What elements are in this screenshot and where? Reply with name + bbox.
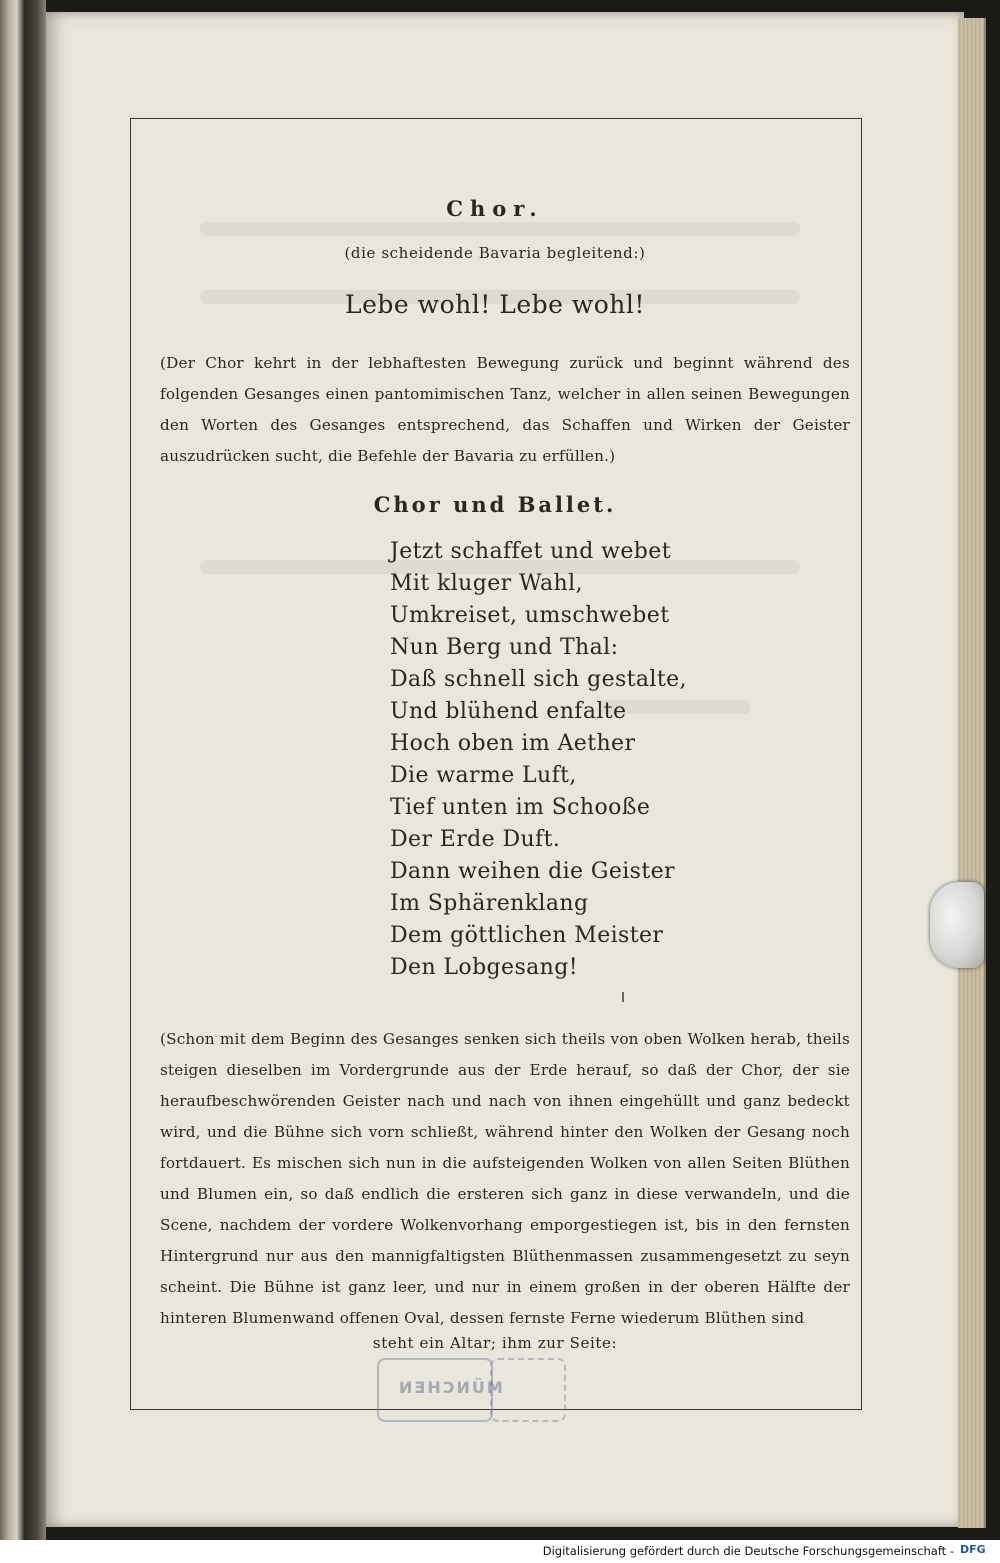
section-heading: Chor und Ballet. [373, 492, 617, 517]
verse-line: Daß schnell sich gestalte, [390, 667, 687, 692]
library-stamp-shadow [490, 1358, 566, 1422]
verse-line: Jetzt schaffet und webet [390, 539, 671, 564]
library-stamp [377, 1358, 503, 1422]
chorus-direction: (die scheidende Bavaria begleitend:) [344, 244, 646, 262]
verse [390, 536, 790, 984]
page-stack-edge [958, 18, 986, 1528]
verse-line: Die warme Luft, [390, 763, 577, 788]
verse-line: Mit kluger Wahl, [390, 571, 583, 596]
farewell-line: Lebe wohl! Lebe wohl! [345, 290, 645, 319]
verse-line: Und blühend enfalte [390, 699, 627, 724]
verse-line: Umkreiset, umschwebet [390, 603, 670, 628]
closing-line: steht ein Altar; ihm zur Seite: [372, 1334, 618, 1352]
verse-line: Nun Berg und Thal: [390, 635, 619, 660]
left-page-edge [0, 0, 24, 1540]
verse-line: Der Erde Duft. [390, 827, 561, 852]
page-tab-marker[interactable] [930, 882, 984, 968]
verse-line: Hoch oben im Aether [390, 731, 636, 756]
footer-credit: Digitalisierung gefördert durch die Deutsche Forschungsgemeinschaft - [542, 1544, 954, 1558]
verse-line: Den Lobgesang! [390, 955, 578, 980]
chorus-heading: Chor. [446, 196, 544, 221]
book-gutter [24, 0, 46, 1540]
first-stage-direction: (Der Chor kehrt in der lebhaftesten Bewegung zurück und beginnt während des folgenden Gesanges einen pantomimischen Tanz, welcher in allen seinen Bewegungen den Worten des Gesanges entsprechend, das Schaffen und Wirken der Geister auszudrücken sucht, die Befehle der Bavaria zu erfüllen.) [160, 354, 850, 465]
verse-line: Dann weihen die Geister [390, 859, 675, 884]
verse-line: Im Sphärenklang [390, 891, 589, 916]
second-stage-direction: (Schon mit dem Beginn des Gesanges senken sich theils von oben Wolken herab, theils steigen dieselben im Vordergrunde aus der Erde herauf, so daß der Chor, der sie heraufbeschwörenden Geister nach und nach von ihnen eingehüllt und ganz bedeckt wird, und die Bühne sich vorn schließt, während hinter den Wolken der Gesang noch fortdauert. Es mischen sich nun in die aufsteigenden Wolken von allen Seiten Blüthen und Blumen ein, so daß endlich die ersteren sich ganz in diese verwandeln, und die Scene, nachdem der vordere Wolkenvorhang emporgestiegen ist, bis in den fernsten Hintergrund nur aus den mannigfaltigsten Blüthenmassen zusammengesetzt zu seyn scheint. Die Bühne ist ganz leer, und nur in einem großen in der oberen Hälfte der hinteren Blumenwand offenen Oval, dessen fernste Ferne wiederum Blüthen sind [160, 1030, 850, 1327]
printing-mark [622, 992, 624, 1002]
verse-line: Tief unten im Schooße [390, 795, 651, 820]
verse-line: Dem göttlichen Meister [390, 923, 664, 948]
library-stamp-text: MÜNCHEN [397, 1378, 503, 1397]
dfg-logo: DFG [960, 1543, 986, 1556]
